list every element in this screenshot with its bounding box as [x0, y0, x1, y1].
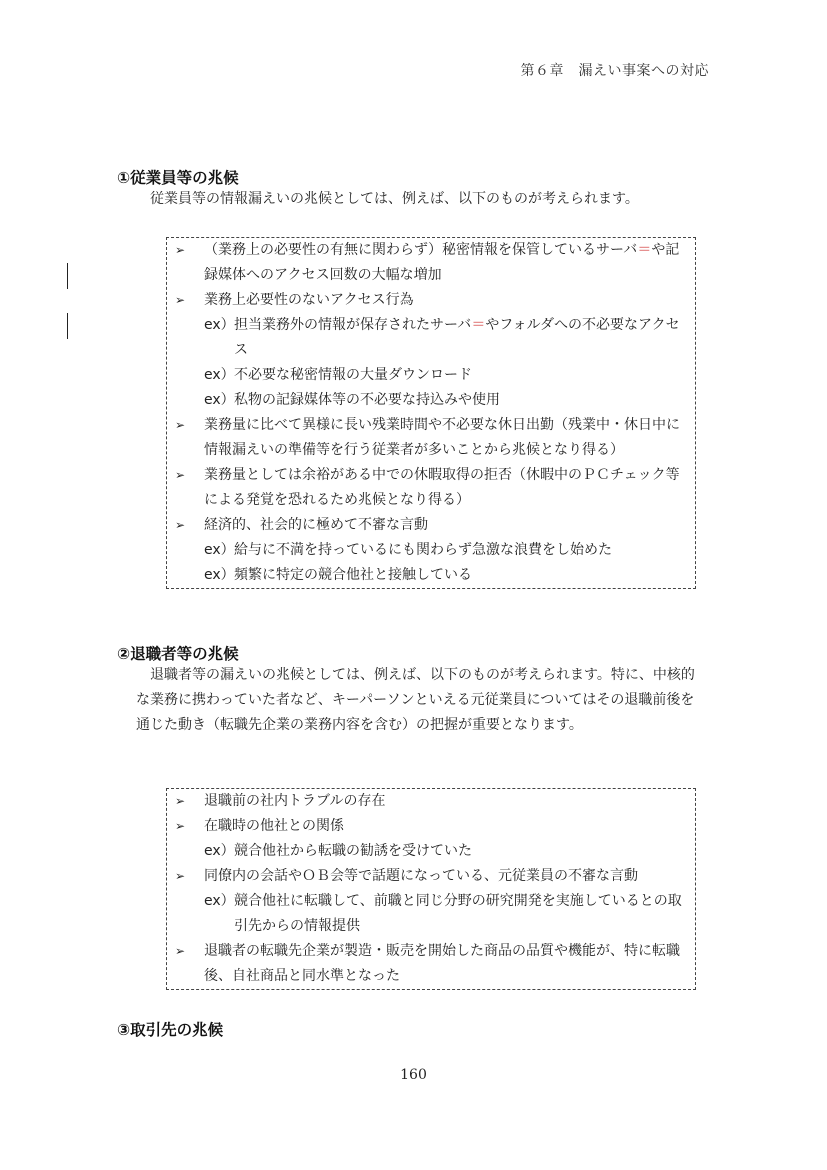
- example-item: [175, 839, 683, 864]
- example-text: 給与に不満を持っているにも関わらず急激な浪費をし始めた: [234, 542, 612, 558]
- item-text: 退職前の社内トラブルの存在: [204, 793, 386, 809]
- section-intro-employees: [136, 187, 706, 212]
- section-heading-employees: ①従業員等の兆候: [117, 169, 239, 187]
- section-heading-retirees: ②退職者等の兆候: [117, 645, 239, 663]
- retiree-signs-box: [166, 788, 696, 990]
- example-text: 不必要な秘密情報の大量ダウンロード: [234, 367, 472, 383]
- arrow-bullet-icon: ➢: [175, 869, 186, 883]
- list-item: [175, 238, 683, 288]
- list-item: [175, 939, 683, 989]
- example-item: [175, 889, 683, 939]
- example-prefix: ex）: [204, 843, 235, 859]
- example-text: 担当業務外の情報が保存されたサーバ: [234, 317, 472, 333]
- revision-bar: [67, 313, 68, 339]
- chapter-header: 第６章 漏えい事案への対応: [520, 63, 709, 79]
- example-prefix: ex）: [204, 542, 235, 558]
- item-text: 経済的、社会的に極めて不審な言動: [204, 517, 428, 533]
- revision-mark: ＝: [637, 242, 652, 258]
- item-text: 業務量としては余裕がある中での休暇取得の拒否（休暇中のＰＣチェック等による発覚を恐れるため兆候となり得る）: [204, 467, 680, 508]
- example-item: [175, 563, 683, 588]
- example-text: やフォルダへの不必要なアクセス: [234, 317, 680, 358]
- example-prefix: ex）: [204, 893, 235, 909]
- list-item: [175, 814, 683, 839]
- arrow-bullet-icon: ➢: [175, 819, 186, 833]
- example-item: [175, 388, 683, 413]
- arrow-bullet-icon: ➢: [175, 293, 186, 307]
- item-text: （業務上の必要性の有無に関わらず）秘密情報を保管しているサーバ: [204, 242, 638, 258]
- section-intro-retirees: [136, 663, 706, 738]
- example-text: 競合他社から転職の勧誘を受けていた: [234, 843, 472, 859]
- section-heading-partners: ③取引先の兆候: [117, 1021, 224, 1039]
- example-item: [175, 538, 683, 563]
- example-text: 私物の記録媒体等の不必要な持込みや使用: [234, 392, 500, 408]
- arrow-bullet-icon: ➢: [175, 468, 186, 482]
- employee-signs-box: [166, 237, 696, 589]
- intro-text: 従業員等の情報漏えいの兆候としては、例えば、以下のものが考えられます。: [150, 191, 639, 207]
- arrow-bullet-icon: ➢: [175, 794, 186, 808]
- intro-text: 退職者等の漏えいの兆候としては、例えば、以下のものが考えられます。特に、中核的な業務に携わっていた者など、キーパーソンといえる元従業員についてはその退職前後を通じた動き（転職先企業の業務内容を含む）の把握が重要となります。: [136, 667, 695, 733]
- example-prefix: ex）: [204, 367, 235, 383]
- list-item: [175, 463, 683, 513]
- list-item: [175, 413, 683, 463]
- example-item: [175, 363, 683, 388]
- list-item: [175, 288, 683, 313]
- page-number: 160: [400, 1067, 427, 1083]
- example-text: 競合他社に転職して、前職と同じ分野の研究開発を実施しているとの取引先からの情報提供: [234, 893, 682, 934]
- arrow-bullet-icon: ➢: [175, 243, 186, 257]
- list-item: [175, 789, 683, 814]
- example-text: 頻繁に特定の競合他社と接触している: [234, 567, 472, 583]
- example-item: [175, 313, 683, 363]
- revision-bar: [67, 263, 68, 289]
- arrow-bullet-icon: ➢: [175, 944, 186, 958]
- example-prefix: ex）: [204, 567, 235, 583]
- example-prefix: ex）: [204, 392, 235, 408]
- item-text: 在職時の他社との関係: [204, 818, 344, 834]
- arrow-bullet-icon: ➢: [175, 418, 186, 432]
- arrow-bullet-icon: ➢: [175, 518, 186, 532]
- list-item: [175, 864, 683, 889]
- item-text: 退職者の転職先企業が製造・販売を開始した商品の品質や機能が、特に転職後、自社商品と同水準となった: [204, 943, 680, 984]
- item-text: や記録媒体へのアクセス回数の大幅な増加: [204, 242, 680, 283]
- revision-mark: ＝: [471, 317, 486, 333]
- item-text: 同僚内の会話やＯＢ会等で話題になっている、元従業員の不審な言動: [204, 868, 638, 884]
- item-text: 業務上必要性のないアクセス行為: [204, 292, 414, 308]
- example-prefix: ex）: [204, 317, 235, 333]
- list-item: [175, 513, 683, 538]
- item-text: 業務量に比べて異様に長い残業時間や不必要な休日出勤（残業中・休日中に情報漏えいの準備等を行う従業者が多いことから兆候となり得る）: [204, 417, 680, 458]
